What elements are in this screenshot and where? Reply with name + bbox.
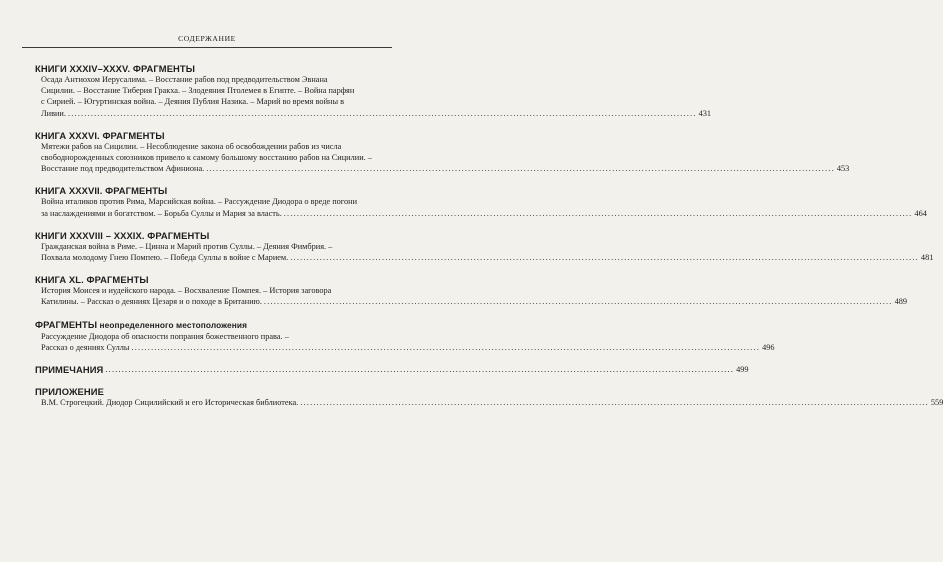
section-description — [35, 196, 927, 218]
dot-leader — [284, 208, 913, 219]
description-line: Катилины. – Рассказ о деяниях Цезаря и о походе в Британию. — [41, 297, 262, 307]
description-line: за наслаждениями и богатством. – Борьба Суллы и Мария за власть. — [41, 208, 282, 218]
toc-section-books-38-39 — [35, 229, 934, 263]
section-title[interactable]: КНИГИ XXXIV–XXXV. ФРАГМЕНТЫ — [35, 63, 196, 74]
description-line: Похвала молодому Гнею Помпею. – Победа Суллы в войне с Марием. — [41, 253, 289, 263]
header-rule — [22, 47, 392, 48]
section-title[interactable]: КНИГИ XXXVIII – XXXIX. ФРАГМЕНТЫ — [35, 229, 210, 241]
section-title-sub: неопределенного местоположения — [97, 319, 248, 330]
dot-leader — [206, 163, 835, 174]
page-number[interactable]: 481 — [920, 253, 934, 263]
description-line: Война италиков против Рима, Марсийская война. – Рассуждение Диодора о вреде погони — [41, 197, 358, 207]
running-head: СОДЕРЖАНИЕ — [178, 34, 236, 43]
description-line: В.М. Строгецкий. Диодор Сицилийский и его Историческая библиотека. — [41, 398, 299, 408]
dot-leader — [290, 252, 919, 263]
description-line: Мятежи рабов на Сицилии. – Несоблюдение закона об освобождении рабов из числа — [41, 141, 342, 151]
section-title[interactable]: ПРИЛОЖЕНИЕ — [35, 386, 104, 398]
toc-page — [22, 0, 943, 562]
description-last-line — [41, 163, 850, 174]
description-line: Ливии. — [41, 108, 66, 118]
page-number[interactable]: 559 — [930, 398, 943, 408]
dot-leader — [264, 296, 893, 307]
description-last-line — [41, 252, 934, 263]
section-title[interactable]: КНИГА XL. ФРАГМЕНТЫ — [35, 274, 149, 286]
page-number[interactable]: 499 — [736, 365, 749, 375]
section-description — [35, 241, 934, 263]
toc-section-book-36 — [35, 129, 850, 175]
description-last-line — [41, 208, 927, 219]
description-line: свободнорожденных союзников привело к самому большому восстанию рабов на Сицилии. – — [41, 153, 372, 163]
page-number[interactable]: 431 — [698, 108, 712, 118]
description-line: Восстание под предводительством Афиниона. — [41, 164, 205, 174]
section-description — [35, 331, 775, 353]
description-last-line — [41, 342, 775, 353]
description-line: Гражданская война в Риме. – Цинна и Марий против Суллы. – Деяния Фимбрия. – — [41, 241, 333, 251]
dot-leader — [131, 342, 760, 353]
description-line: Сицилии. – Восстание Тиберия Гракха. – Злодеяния Птолемея в Египте. – Война парфян — [41, 86, 355, 96]
dot-leader — [68, 108, 697, 119]
section-title[interactable]: КНИГА XXXVI. ФРАГМЕНТЫ — [35, 129, 165, 141]
section-title: ПРИМЕЧАНИЯ — [35, 364, 104, 376]
description-last-line — [41, 108, 712, 119]
toc-section-books-34-35 — [35, 63, 712, 119]
page-number[interactable]: 453 — [836, 164, 850, 174]
dot-leader — [300, 397, 929, 408]
description-line: Осада Антиохом Иерусалима. – Восстание рабов под предводительством Эвнана — [41, 75, 328, 84]
description-line: с Сирией. – Югуртинская война. – Деяния Публия Назика. – Марий во время войны в — [41, 97, 345, 107]
toc-section-undetermined-fragments — [35, 318, 775, 353]
page-number[interactable]: 464 — [914, 208, 927, 218]
description-line: Рассуждение Диодора об опасности попрания божественного права. – — [41, 331, 289, 341]
page-number[interactable]: 496 — [762, 342, 775, 352]
description-last-line — [41, 296, 908, 307]
page-number[interactable]: 489 — [894, 297, 908, 307]
section-description — [35, 397, 943, 408]
description-line: Рассказ о деяниях Суллы — [41, 342, 130, 352]
section-title[interactable] — [35, 319, 390, 331]
toc-section-appendix — [35, 386, 943, 408]
toc-section-notes — [35, 364, 749, 376]
section-description — [35, 285, 908, 307]
dot-leader — [105, 364, 734, 375]
description-line: История Моисея и иудейского народа. – Восхваление Помпея. – История заговора — [41, 286, 332, 296]
section-description — [35, 141, 850, 175]
section-description — [35, 74, 712, 119]
description-last-line — [41, 397, 943, 408]
toc-section-book-40 — [35, 274, 908, 307]
notes-line[interactable] — [35, 364, 749, 376]
table-of-contents — [35, 63, 943, 419]
section-title[interactable]: КНИГА XXXVII. ФРАГМЕНТЫ — [35, 185, 168, 197]
section-title-main: ФРАГМЕНТЫ — [35, 318, 98, 330]
toc-section-book-37 — [35, 185, 927, 218]
